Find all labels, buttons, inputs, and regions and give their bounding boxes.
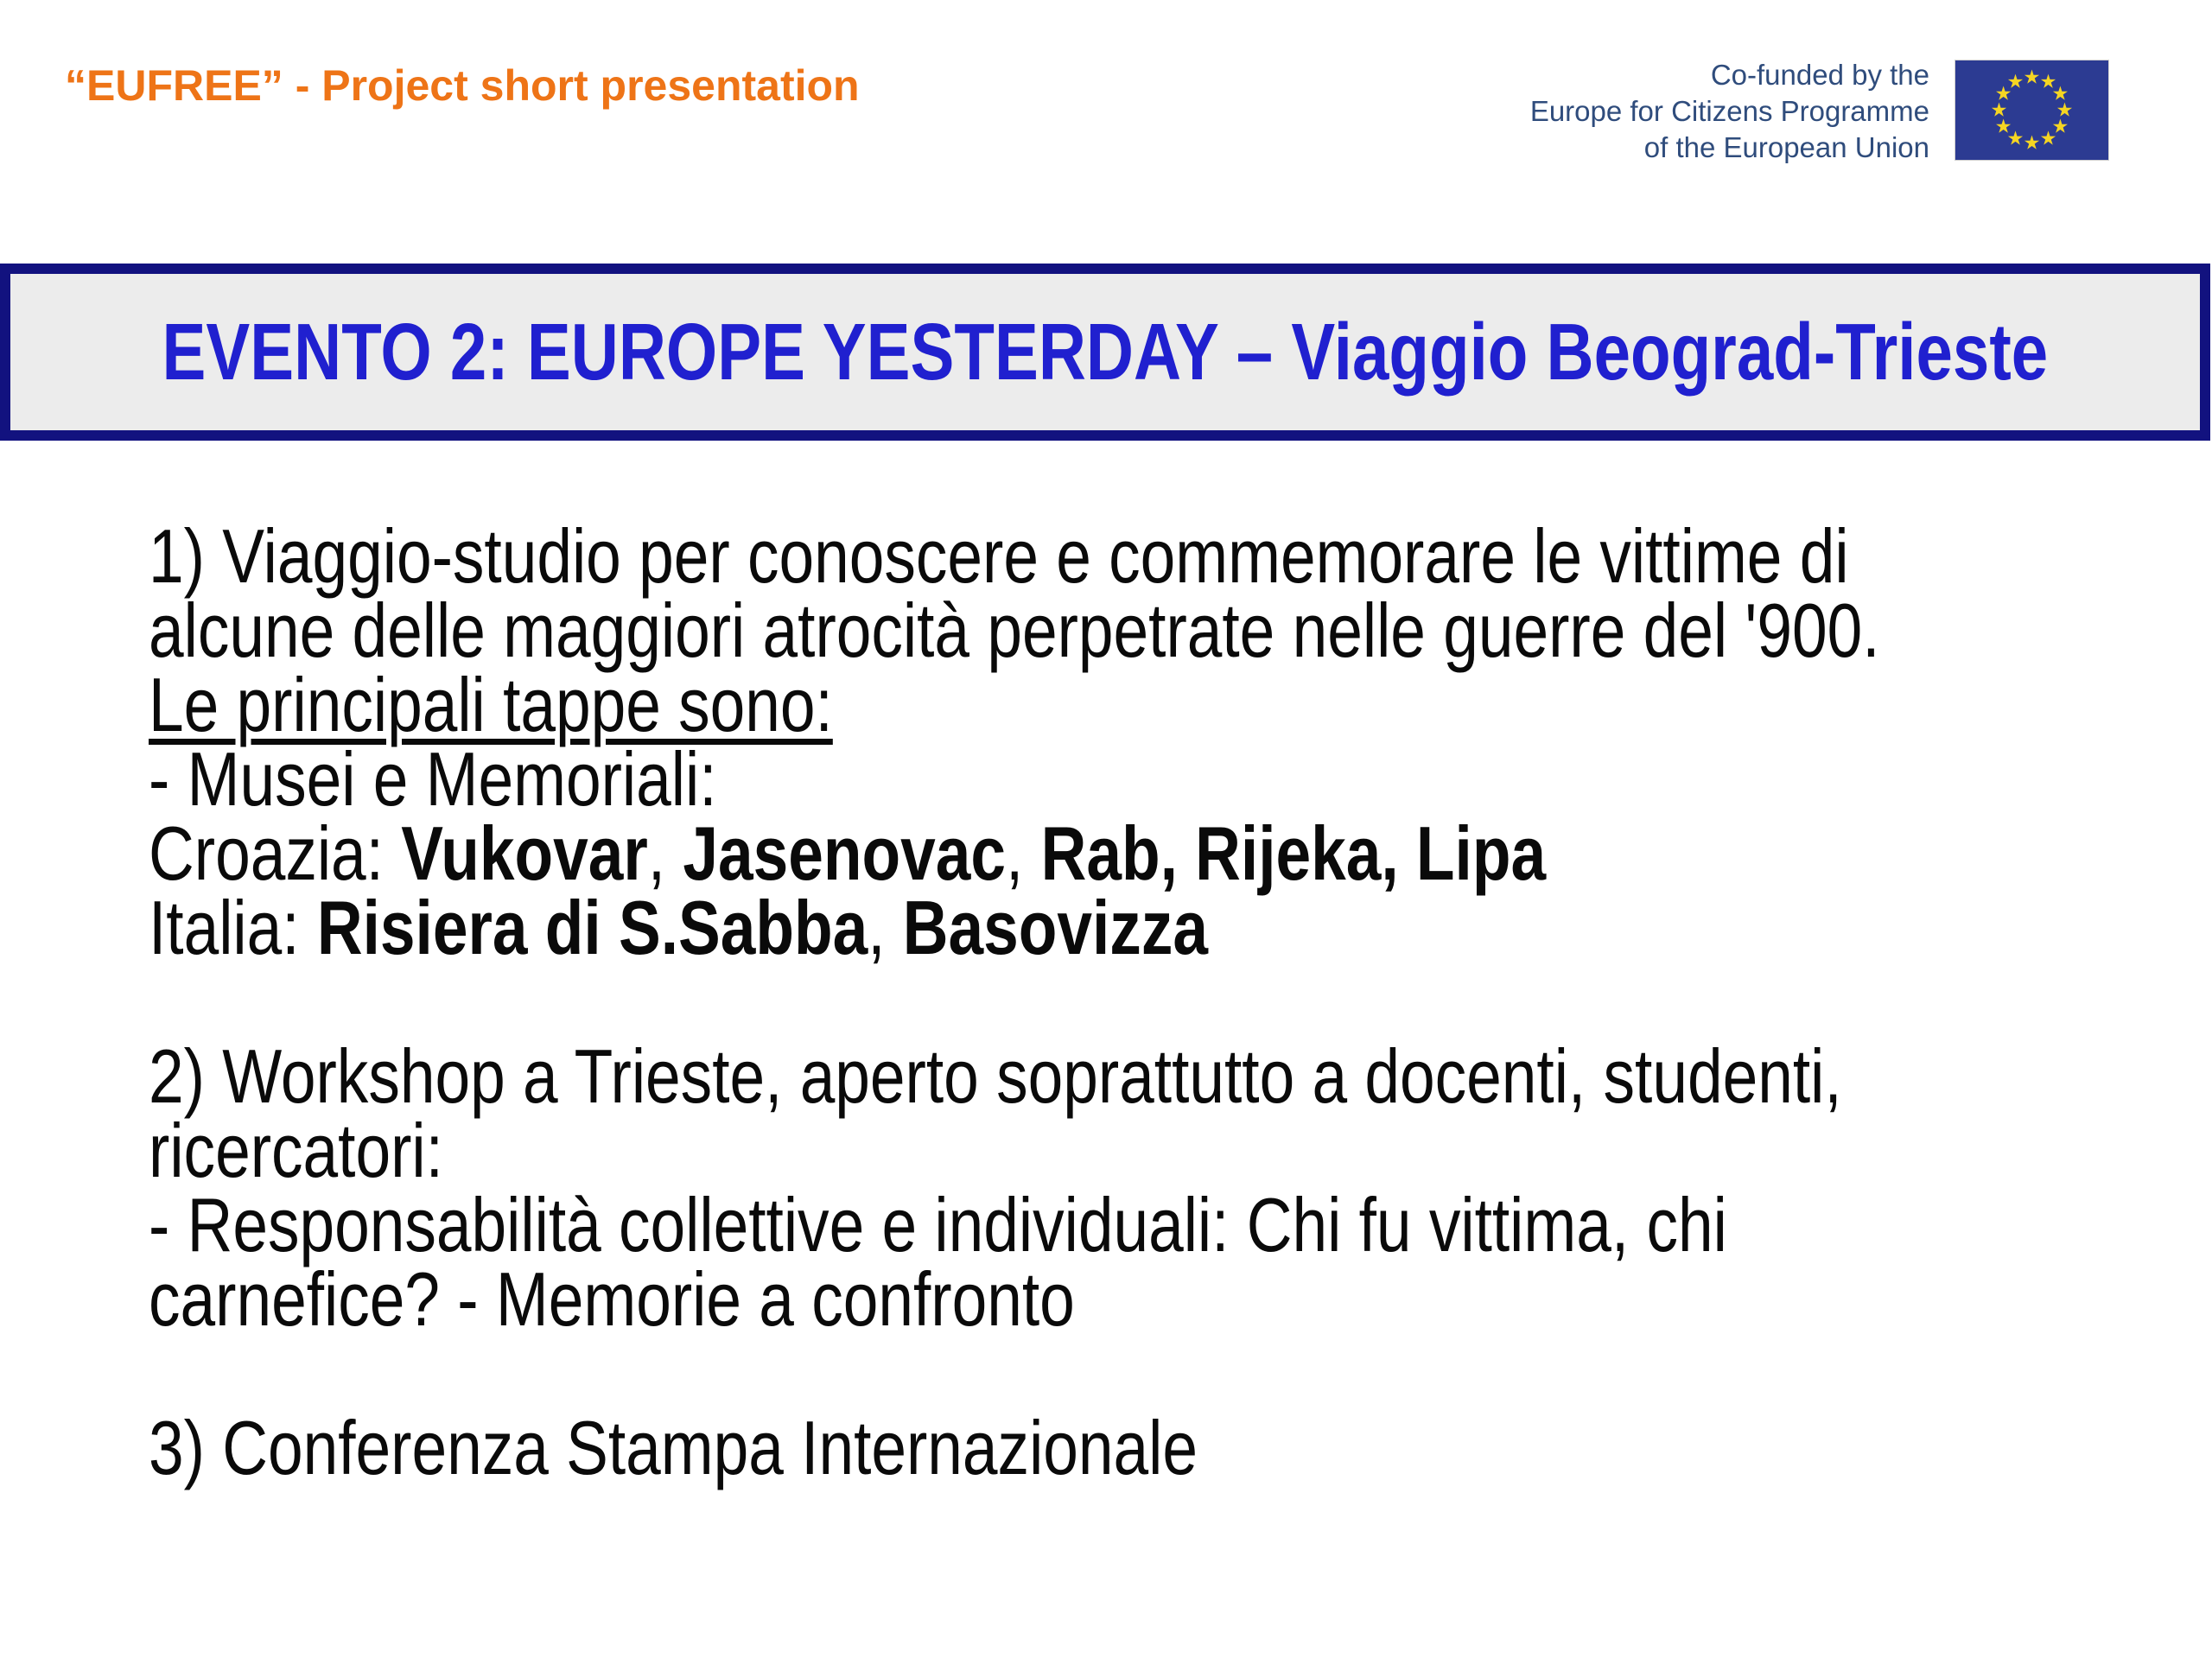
body-text-segment: ricercatori: xyxy=(149,1108,443,1193)
body-line xyxy=(149,1182,2100,1267)
body-text-segment: - Responsabilità collettive e individuali: Chi fu vittima, chi xyxy=(149,1182,1727,1267)
body-text-segment: Le principali tappe sono: xyxy=(149,662,833,747)
body-text-segment: , xyxy=(647,810,683,896)
body-line xyxy=(149,1405,2100,1490)
slide-title: EVENTO 2: EUROPE YESTERDAY – Viaggio Beograd-Trieste xyxy=(162,307,2049,397)
body-text-segment: - Musei e Memoriali: xyxy=(149,736,717,822)
project-header-title: “EUFREE” - Project short presentation xyxy=(65,61,860,110)
body-line xyxy=(149,1108,2100,1193)
body-text-segment: Rab, Rijeka, Lipa xyxy=(1040,810,1547,896)
body-text-segment: Croazia: xyxy=(149,810,402,896)
funding-line-1: Co-funded by the xyxy=(1710,59,1929,91)
title-banner xyxy=(0,264,2210,441)
paragraph-gap xyxy=(149,1337,2100,1411)
funding-line-3: of the European Union xyxy=(1643,131,1929,163)
body-line xyxy=(149,1256,2100,1342)
body-text-segment: Basovizza xyxy=(902,885,1208,970)
body-line xyxy=(149,1033,2100,1119)
body-text-segment: 1) Viaggio-studio per conoscere e commemorare le vittime di xyxy=(149,513,1849,599)
body-line xyxy=(149,885,2100,970)
body-text-segment: 3) Conferenza Stampa Internazionale xyxy=(149,1405,1198,1490)
body-text-segment: , xyxy=(868,885,903,970)
body-text-segment: Risiera di S.Sabba xyxy=(316,885,868,970)
eu-flag-icon xyxy=(1955,60,2108,160)
funding-line-2: Europe for Citizens Programme xyxy=(1529,95,1929,127)
body-text-segment: Italia: xyxy=(149,885,317,970)
body-text-segment: Jasenovac xyxy=(683,810,1006,896)
body-text-segment: alcune delle maggiori atrocità perpetrate nelle guerre del '900. xyxy=(149,588,1880,673)
body-line xyxy=(149,662,2100,747)
body-line xyxy=(149,810,2100,896)
paragraph-gap xyxy=(149,965,2100,1039)
body-line xyxy=(149,588,2100,673)
body-text-segment: , xyxy=(1005,810,1041,896)
body-line xyxy=(149,736,2100,822)
body-text xyxy=(149,513,2100,1490)
funding-attribution xyxy=(1238,57,1929,166)
body-text-segment: carnefice? - Memorie a confronto xyxy=(149,1256,1075,1342)
body-line xyxy=(149,513,2100,599)
body-text-segment: Vukovar xyxy=(401,810,648,896)
body-text-segment: 2) Workshop a Trieste, aperto soprattutto a docenti, studenti, xyxy=(149,1033,1842,1119)
